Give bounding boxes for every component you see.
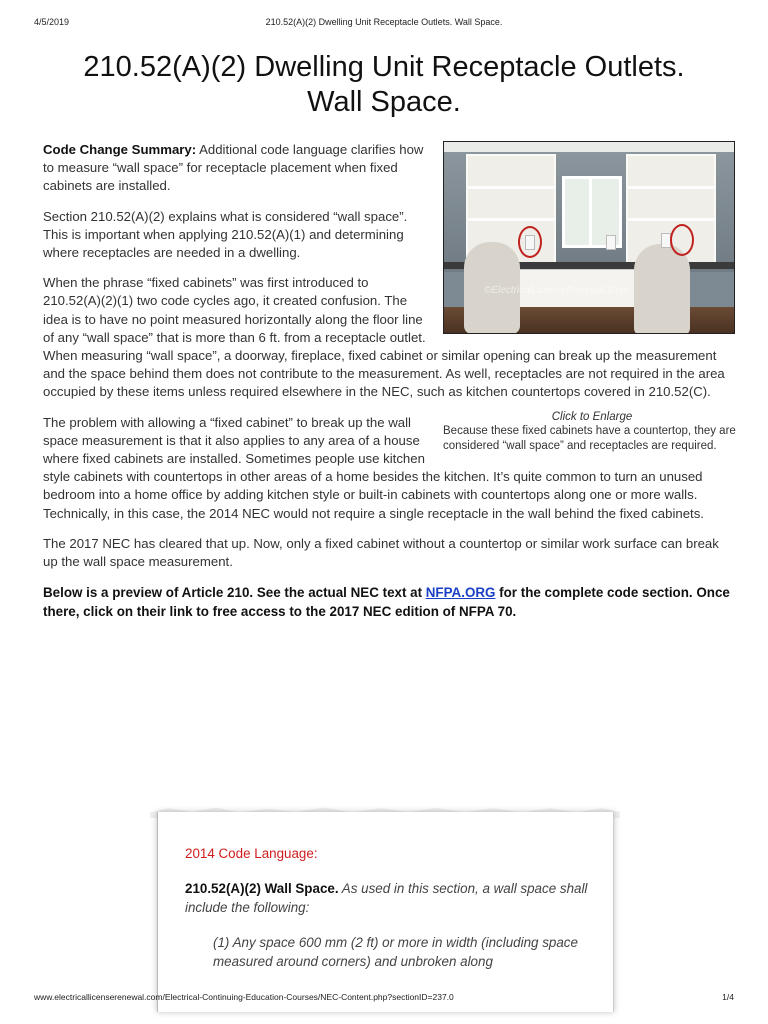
footer-page-number: 1/4 [722, 992, 734, 1002]
paragraph-2: When the phrase “fixed cabinets” was first introduced to 210.52(A)(2)(1) two code cycles ago, it created confusion. The idea is to have no point measured horizontally along the floor line of any “wall space” that is more than 6 ft. from a receptacle outlet. When measuring “wall space”, a doorway, fireplace, fixed cabinet or similar opening can break up the measurement and the space behind them does not contribute to the measurement. As well, receptacles are not required in the area occupied by these items unless required elsewhere in the NEC, such as kitchen countertops covered in 210.52(C). [43, 275, 725, 400]
nfpa-note-before: Below is a preview of Article 210. See the actual NEC text at [43, 585, 426, 601]
paragraph-1: Section 210.52(A)(2) explains what is considered “wall space”. This is important when applying 210.52(A)(1) and determining where receptacles are needed in a dwelling. [43, 208, 408, 261]
summary-label: Code Change Summary: [43, 142, 197, 157]
code-language-heading: 2014 Code Language: [185, 846, 318, 861]
code-language-box [157, 812, 614, 1012]
photo-watermark: ©ElectricalLicenseRenewal.Com [484, 285, 630, 296]
footer-url: www.electricallicenserenewal.com/Electrical-Continuing-Education-Courses/NEC-Content.php?sectionID=237.0 [34, 992, 454, 1002]
click-to-enlarge-link[interactable]: Click to Enlarge [551, 410, 633, 423]
photo-shelf [468, 218, 554, 221]
summary-text: Additional code language clarifies how to measure “wall space” for receptacle placement when fixed cabinets are installed. [43, 142, 424, 194]
code-section-label: 210.52(A)(2) Wall Space. [185, 881, 339, 896]
photo-highlight-circle [670, 224, 694, 256]
figure-caption-block [443, 410, 741, 454]
paragraph-4: The 2017 NEC has cleared that up. Now, only a fixed cabinet without a countertop or similar work surface can break up the wall space measurement. [43, 535, 719, 570]
figure [443, 141, 741, 334]
article-body [43, 141, 736, 633]
paragraph-3: The problem with allowing a “fixed cabinet” to break up the wall space measurement is that it also applies to any area of a house where fixed cabinets are installed. Sometimes people use kitchen style cabinets with countertops in other areas of a home besides the kitchen. It’s quite common to turn an unused bedroom into a home office by adding kitchen style or built-in cabinets with countertops along one or more walls. Technically, in this case, the 2014 NEC would not require a single receptacle in the wall behind the fixed cabinets. [43, 414, 704, 521]
page-title-line2: Wall Space. [307, 86, 461, 118]
photo-shelf [468, 186, 554, 189]
cabinet-photo[interactable] [443, 141, 735, 334]
print-footer [34, 992, 734, 1002]
nfpa-note [43, 583, 733, 621]
page-title [34, 50, 734, 120]
photo-shelf [628, 218, 714, 221]
photo-chair-right [634, 244, 690, 334]
code-item-1: (1) Any space 600 mm (2 ft) or more in width (including space measured around corners) and unbroken along [213, 935, 578, 969]
photo-shelf [628, 186, 714, 189]
code-section-text: As used in this section, a wall space shall include the following: [185, 881, 588, 915]
photo-ceiling [444, 142, 734, 152]
photo-highlight-circle [518, 226, 542, 258]
photo-outlet [606, 235, 616, 250]
code-section [185, 879, 593, 917]
nfpa-note-after: for the complete code section. Once there, click on their link to free access to the 2017 NEC edition of NFPA 70. [43, 585, 730, 620]
figure-caption: Because these fixed cabinets have a countertop, they are considered “wall space” and receptacles are required. [443, 425, 736, 452]
print-title: 210.52(A)(2) Dwelling Unit Receptacle Outlets. Wall Space. [265, 17, 503, 27]
print-date: 4/5/2019 [34, 17, 70, 27]
page-title-line1: 210.52(A)(2) Dwelling Unit Receptacle Outlets. [83, 51, 685, 83]
nfpa-link[interactable]: NFPA.ORG [425, 585, 496, 601]
